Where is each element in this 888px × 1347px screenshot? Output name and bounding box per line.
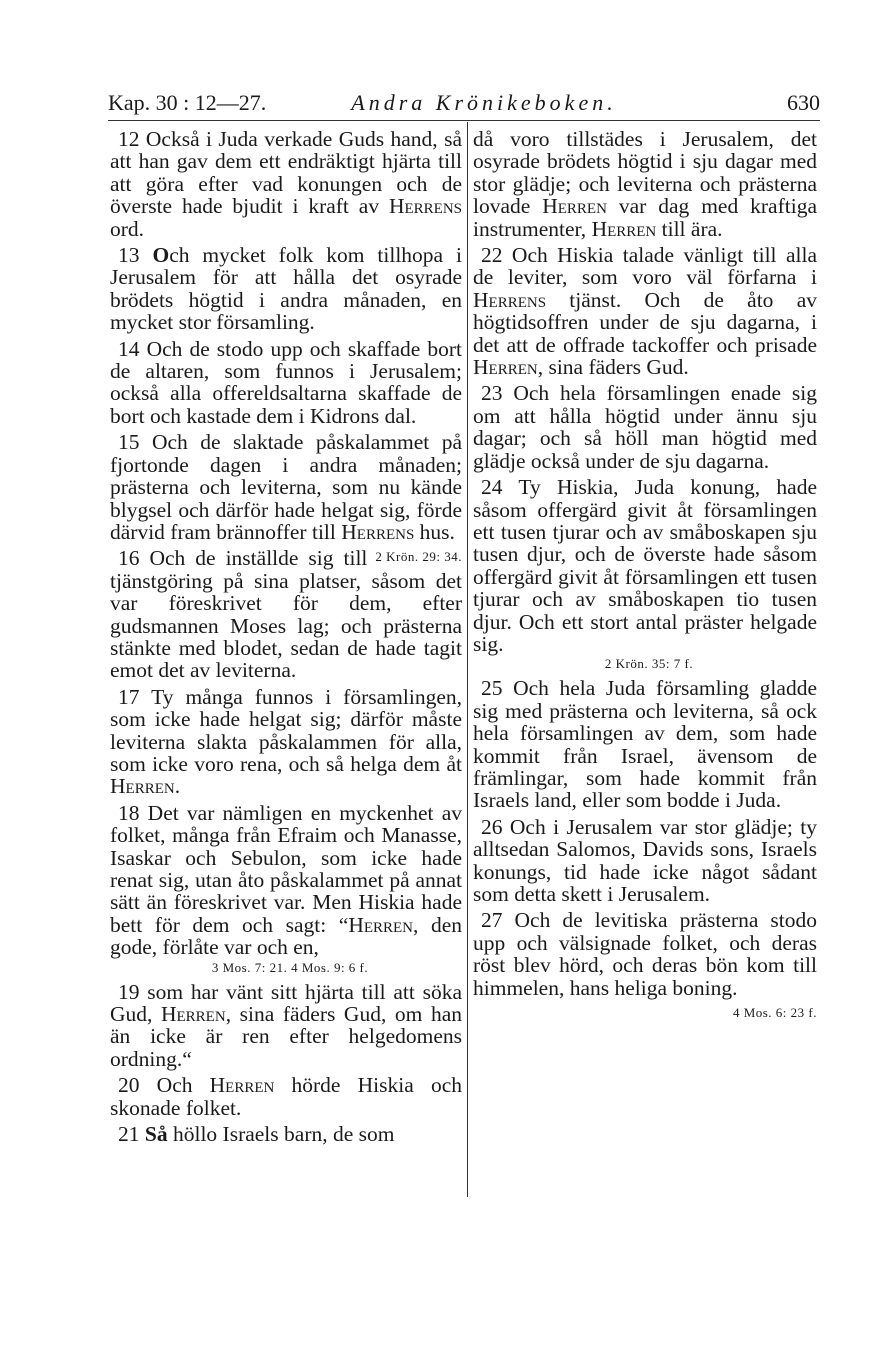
cross-reference: 2 Krön. 29: 34. [375, 549, 462, 565]
verse-19: 19 som har vänt sitt hjärta till att söka Gud, Herren, sina fäders Gud, om han än icke är ren efter helgedomens ordning.“ [110, 979, 462, 1071]
book-title: Andra Krönikeboken. [351, 90, 617, 115]
verse-17: 17 Ty många funnos i församlingen, som icke hade helgat sig; därför måste leviterna slakta påskalammen för alla, som icke voro rena, och så helga dem åt Herren. [110, 684, 462, 799]
verse-24: 24 Ty Hiskia, Juda konung, hade såsom offergärd givit åt församlingen ett tusen tjurar och av småboskapen sju tusen djur, och de överste hade såsom offergärd givit åt församlingen ett tusen tjurar och av småboskapen tio tusen djur. Och ett stort antal präster helgade sig. 2 Krön. 35: 7 f. [473, 475, 817, 672]
right-column [473, 128, 817, 1024]
verse-25: 25 Och hela Juda församling gladde sig med prästerna och leviterna, så ock hela församlingen av dem, som hade kommit från Israel, ävensom de främlingar, som hade kommit från Israels land, eller som bodde i Juda. [473, 676, 817, 813]
verse-15: 15 Och de slaktade påskalammet på fjortonde dagen i andra månaden; prästerna och leviterna, som nu kände blygsel och därför hade helgat sig, förde därvid fram brännoffer till Herrens hus. 2 Krön. 29: 34. [110, 431, 462, 543]
cross-reference: 4 Mos. 6: 23 f. [732, 1005, 817, 1021]
verse-20: 20 Och Herren hörde Hiskia och skonade folket. [110, 1073, 462, 1120]
verse-22: 22 Och Hiskia talade vänligt till alla de leviter, som voro väl förfarna i Herrens tjänst. Och de åto av högtidsoffren under de sju dagarna, i det att de offrade tackoffer och prisade Herren, sina fäders Gud. [473, 243, 817, 380]
verse-27: 27 Och de levitiska prästerna stodo upp och välsignade folket, och deras röst blev hörd, och deras bön kom till himmelen, hans heliga boning. 4 Mos. 6: 23 f. [473, 909, 817, 999]
page-number: 630 [787, 90, 820, 115]
verse-21-continued: då voro tillstädes i Jerusalem, det osyrade brödets högtid i sju dagar med stor glädje; och leviterna och prästerna lovade Herren var dag med kraftiga instrumenter, Herren till ära. [473, 127, 817, 241]
verse-21: 21 Så höllo Israels barn, de som [118, 1122, 395, 1147]
verse-13: 13 Och mycket folk kom tillhopa i Jerusalem för att hålla det osyrade brödets högtid i andra månaden, en mycket stor församling. [110, 243, 463, 335]
running-header [108, 88, 820, 118]
header-rule [108, 120, 820, 121]
verse-16: 16 Och de inställde sig till tjänstgöring på sina platser, såsom det var föreskrivet för dem, efter gudsmannen Moses lag; och prästerna stänkte med blodet, sedan de hade tagit emot det av leviterna. [110, 546, 462, 683]
verse-14: 14 Och de stodo upp och skaffade bort de altaren, som funnos i Jerusalem; också alla offereldsaltarna skaffade de bort och kastade dem i Kidrons dal. [110, 336, 462, 428]
column-divider [467, 122, 468, 1197]
cross-reference: 2 Krön. 35: 7 f. [604, 656, 694, 672]
cross-reference: 3 Mos. 7: 21. 4 Mos. 9: 6 f. [211, 959, 369, 975]
left-column [110, 128, 462, 1149]
verse-12: 12 Också i Juda verkade Guds hand, så att han gav dem ett endräktigt hjärta till att göra efter vad konungen och de överste hade bjudit i kraft av Herrens ord. [110, 127, 462, 241]
verse-26: 26 Och i Jerusalem var stor glädje; ty alltsedan Salomos, Davids sons, Israels konungs, tid hade icke något sådant som detta skett i Jerusalem. [473, 814, 817, 906]
verse-23: 23 Och hela församlingen enade sig om att hålla högtid under ännu sju dagar; och så höll man högtid med glädje också under de sju dagarna. [473, 381, 817, 473]
chapter-reference: Kap. 30 : 12—27. [108, 90, 267, 115]
verse-18: 18 Det var nämligen en myckenhet av folket, många från Efraim och Manasse, Isaskar och Sebulon, som icke hade renat sig, utan åto påskalammet på annat sätt än föreskrivet var. Men Hiskia hade bett för dem och sagt: “Herren, den gode, förlåte var och en, 3 Mos. 7: 21. 4 Mos. 9: 6 f. [110, 800, 462, 975]
